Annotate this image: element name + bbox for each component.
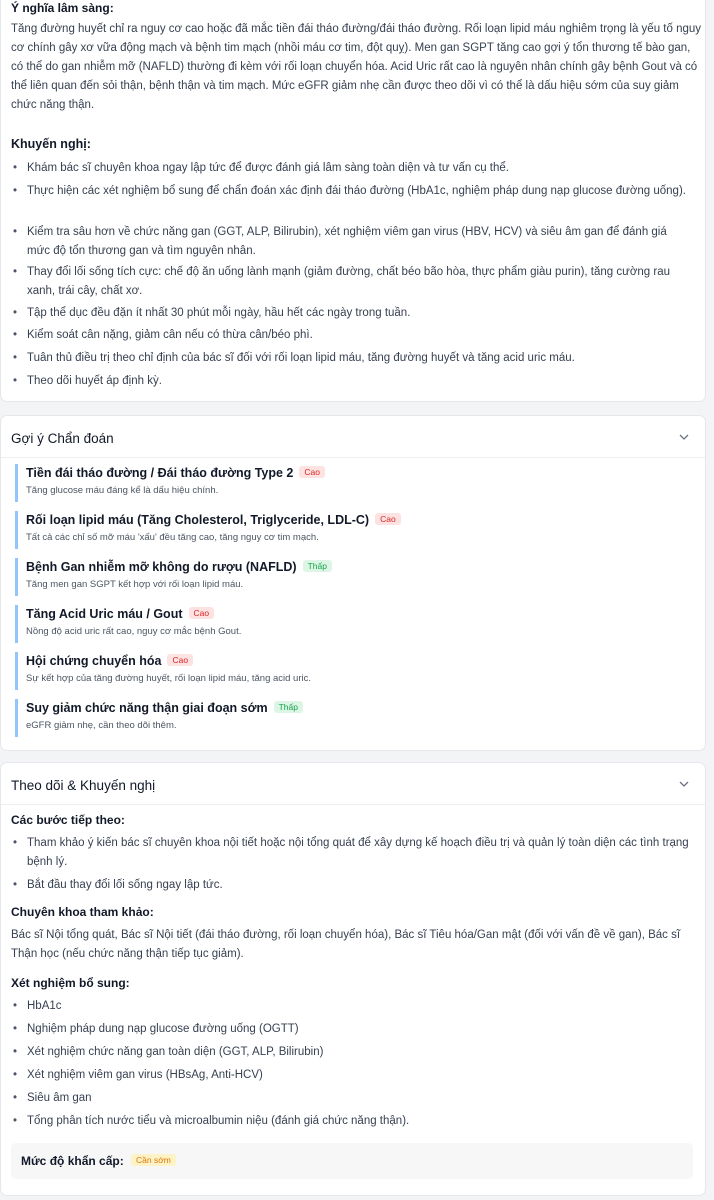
clinical-significance-text: Tăng đường huyết chỉ ra nguy cơ cao hoặc đã mắc tiền đái tháo đường/đái tháo đường. Rối loạn lipid máu nghiêm trọng là yếu tố nguy cơ chính gây xơ vữa động mạch và bệnh tim mạch (nhồi máu cơ tim, đột quỵ). Men gan SGPT tăng cao gợi ý tổn thương tế bào gan, có thể do gan nhiễm mỡ (NAFLD) thường đi kèm với rối loạn chuyển hóa. Acid Uric rất cao là nguyên nhân chính gây bệnh Gout và có thể liên quan đến sỏi thận, bệnh thận và tim mạch. Mức eGFR giảm nhẹ cần được theo dõi vì có thể là dấu hiệu sớm của suy giảm chức năng thận. [11, 23, 702, 111]
diagnosis-name: Tăng Acid Uric máu / Gout [26, 607, 183, 621]
followup-title: Theo dõi & Khuyến nghị [11, 778, 156, 793]
diagnosis-desc: Tất cả các chỉ số mỡ máu 'xấu' đều tăng cao, tăng nguy cơ tim mạch. [26, 532, 319, 543]
diagnosis-item [15, 464, 695, 502]
diagnosis-title: Gợi ý Chẩn đoán [11, 431, 114, 446]
diagnosis-name: Tiền đái tháo đường / Đái tháo đường Type 2 [26, 466, 294, 480]
diagnosis-name: Suy giảm chức năng thận giai đoạn sớm [26, 701, 268, 715]
diagnosis-item [15, 699, 695, 737]
diagnosis-desc: Nồng độ acid uric rất cao, nguy cơ mắc bệnh Gout. [26, 626, 242, 637]
followup-card [0, 762, 706, 1196]
list-item: • Bắt đầu thay đổi lối sống ngay lập tức. [11, 876, 691, 895]
tests-heading: Xét nghiệm bổ sung: [11, 976, 130, 990]
diagnosis-card [0, 415, 706, 751]
diagnosis-item [15, 652, 695, 690]
diagnosis-name: Rối loạn lipid máu (Tăng Cholesterol, Triglyceride, LDL-C) [26, 513, 370, 527]
list-item: • Tham khảo ý kiến bác sĩ chuyên khoa nội tiết hoặc nội tổng quát để xây dựng kế hoạch điều trị và quản lý toàn diện các tình trạng bệnh lý. [11, 834, 691, 872]
diagnosis-name: Bệnh Gan nhiễm mỡ không do rượu (NAFLD) [26, 560, 297, 574]
clinical-significance-heading: Ý nghĩa lâm sàng: [11, 1, 114, 15]
list-item: • Tuân thủ điều trị theo chỉ định của bác sĩ đối với rối loạn lipid máu, tăng đường huyết và tăng acid uric máu. [11, 349, 691, 368]
risk-badge: Thấp [303, 560, 332, 572]
urgency-box [11, 1143, 693, 1179]
followup-header[interactable] [1, 763, 705, 805]
list-item: • Tập thể dục đều đặn ít nhất 30 phút mỗi ngày, hầu hết các ngày trong tuần. [11, 304, 691, 323]
list-item: • Kiểm soát cân nặng, giảm cân nếu có thừa cân/béo phì. [11, 326, 691, 345]
chevron-down-icon[interactable] [677, 430, 691, 444]
list-item: • Theo dõi huyết áp định kỳ. [11, 372, 691, 391]
diagnosis-desc: Tăng glucose máu đáng kể là dấu hiệu chính. [26, 485, 219, 496]
list-item: • Thay đổi lối sống tích cực: chế độ ăn uống lành mạnh (giảm đường, chất béo bão hòa, thực phẩm giàu purin), tăng cường rau xanh, trái cây, chất xơ. [11, 263, 691, 301]
risk-badge: Cao [375, 513, 401, 525]
next-steps-heading: Các bước tiếp theo: [11, 813, 125, 827]
list-item: • Xét nghiệm chức năng gan toàn diện (GGT, ALP, Bilirubin) [11, 1043, 691, 1062]
list-item: • Thực hiện các xét nghiệm bổ sung để chẩn đoán xác định đái tháo đường (HbA1c, nghiệm pháp dung nạp glucose đường uống). [11, 182, 691, 201]
list-item: • Kiểm tra sâu hơn về chức năng gan (GGT, ALP, Bilirubin), xét nghiệm viêm gan virus (HBV, HCV) và siêu âm gan để đánh giá mức độ tổn thương gan và tìm nguyên nhân. [11, 223, 691, 261]
diagnosis-item [15, 558, 695, 596]
risk-badge: Thấp [274, 701, 303, 713]
list-item: • Nghiệm pháp dung nạp glucose đường uống (OGTT) [11, 1020, 691, 1039]
risk-badge: Cao [299, 466, 325, 478]
urgency-label: Mức độ khẩn cấp: [21, 1154, 124, 1168]
list-item: • Tổng phân tích nước tiểu và microalbumin niệu (đánh giá chức năng thận). [11, 1112, 691, 1131]
diagnosis-desc: eGFR giảm nhẹ, cần theo dõi thêm. [26, 720, 177, 731]
list-item: • Khám bác sĩ chuyên khoa ngay lập tức để được đánh giá lâm sàng toàn diện và tư vấn cụ thể. [11, 159, 691, 178]
diagnosis-header[interactable] [1, 416, 705, 458]
list-item: • HbA1c [11, 997, 691, 1016]
specialty-heading: Chuyên khoa tham khảo: [11, 905, 154, 919]
diagnosis-desc: Tăng men gan SGPT kết hợp với rối loạn lipid máu. [26, 579, 244, 590]
risk-badge: Cao [167, 654, 193, 666]
list-item: • Xét nghiệm viêm gan virus (HBsAg, Anti-HCV) [11, 1066, 691, 1085]
risk-badge: Cao [189, 607, 215, 619]
list-item: • Siêu âm gan [11, 1089, 691, 1108]
diagnosis-item [15, 511, 695, 549]
recommendations-heading: Khuyến nghị: [11, 137, 91, 151]
diagnosis-desc: Sự kết hợp của tăng đường huyết, rối loạn lipid máu, tăng acid uric. [26, 673, 312, 684]
clinical-summary-card [0, 0, 706, 402]
urgency-badge: Cần sớm [131, 1154, 176, 1166]
diagnosis-item [15, 605, 695, 643]
specialty-text: Bác sĩ Nội tổng quát, Bác sĩ Nội tiết (đái tháo đường, rối loạn chuyển hóa), Bác sĩ Tiêu hóa/Gan mật (đối với vấn đề về gan), Bác sĩ Thận học (nếu chức năng thận tiếp tục giảm). [11, 929, 681, 960]
chevron-down-icon[interactable] [677, 777, 691, 791]
diagnosis-name: Hội chứng chuyển hóa [26, 654, 162, 668]
